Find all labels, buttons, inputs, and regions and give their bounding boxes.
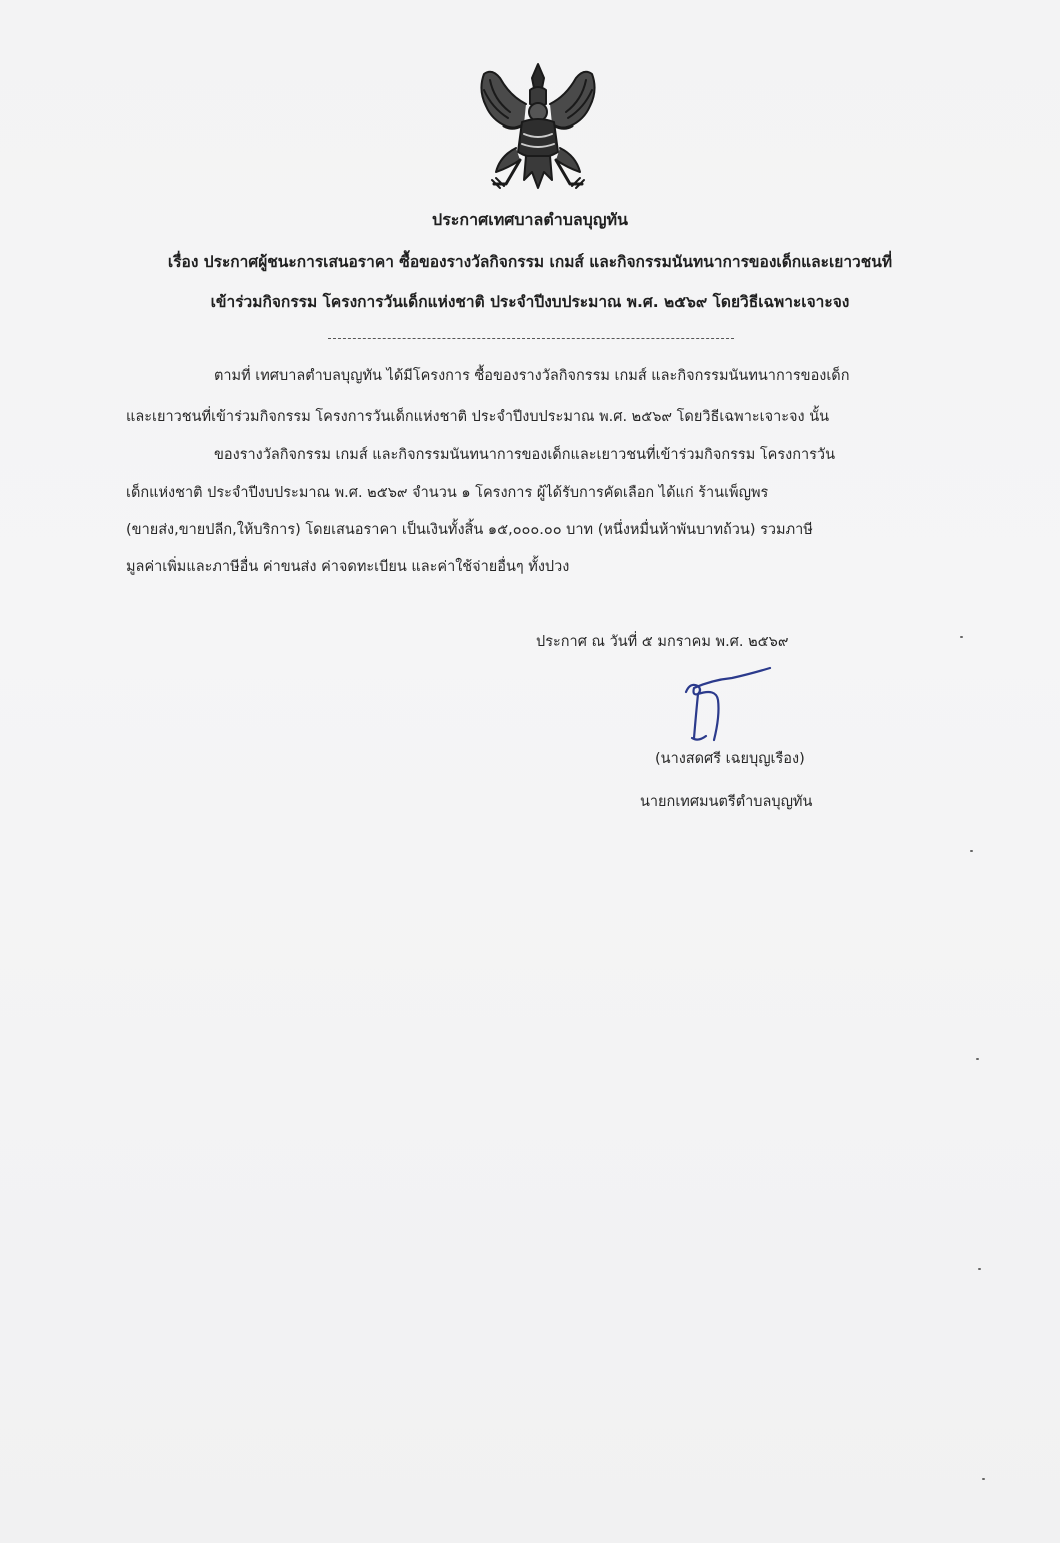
signer-name: (นางสดศรี เฉยบุญเรือง) [655, 751, 805, 767]
scan-speck [978, 1268, 981, 1270]
handwritten-signature-icon [672, 664, 776, 744]
body-line-2: และเยาวชนที่เข้าร่วมกิจกรรม โครงการวันเด็กแห่งชาติ ประจำปีงบประมาณ พ.ศ. ๒๕๖๙ โดยวิธีเฉพาะเจาะจง นั้น [126, 409, 830, 425]
body-line-1: ตามที่ เทศบาลตำบลบุญทัน ได้มีโครงการ ซื้อของรางวัลกิจกรรม เกมส์ และกิจกรรมนันทนาการของเด็ก [214, 368, 850, 384]
announcement-date: ประกาศ ณ วันที่ ๕ มกราคม พ.ศ. ๒๕๖๙ [536, 634, 789, 650]
body-line-3: ของรางวัลกิจกรรม เกมส์ และกิจกรรมนันทนาการของเด็กและเยาวชนที่เข้าร่วมกิจกรรม โครงการวัน [214, 447, 835, 463]
body-line-6: มูลค่าเพิ่มและภาษีอื่น ค่าขนส่ง ค่าจดทะเบียน และค่าใช้จ่ายอื่นๆ ทั้งปวง [126, 559, 570, 575]
garuda-emblem-icon [470, 60, 606, 200]
subject-line-1: เรื่อง ประกาศผู้ชนะการเสนอราคา ซื้อของรางวัลกิจกรรม เกมส์ และกิจกรรมนันทนาการของเด็กและเยาวชนที่ [167, 253, 893, 271]
heading-divider [328, 338, 734, 339]
organization-title: ประกาศเทศบาลตำบลบุญทัน [432, 210, 628, 229]
scan-speck [970, 850, 973, 852]
scan-speck [976, 1058, 979, 1060]
scan-speck [982, 1478, 985, 1480]
signer-position: นายกเทศมนตรีตำบลบุญทัน [640, 794, 813, 810]
subject-line-2: เข้าร่วมกิจกรรม โครงการวันเด็กแห่งชาติ ประจำปีงบประมาณ พ.ศ. ๒๕๖๙ โดยวิธีเฉพาะเจาะจง [210, 293, 850, 311]
scan-speck [960, 636, 963, 638]
body-line-4: เด็กแห่งชาติ ประจำปีงบประมาณ พ.ศ. ๒๕๖๙ จำนวน ๑ โครงการ ผู้ได้รับการคัดเลือก ได้แก่ ร้านเพ็ญพร [126, 485, 769, 501]
body-line-5: (ขายส่ง,ขายปลีก,ให้บริการ) โดยเสนอราคา เป็นเงินทั้งสิ้น ๑๕,๐๐๐.๐๐ บาท (หนึ่งหมื่นห้าพันบาทถ้วน) รวมภาษี [126, 522, 813, 538]
